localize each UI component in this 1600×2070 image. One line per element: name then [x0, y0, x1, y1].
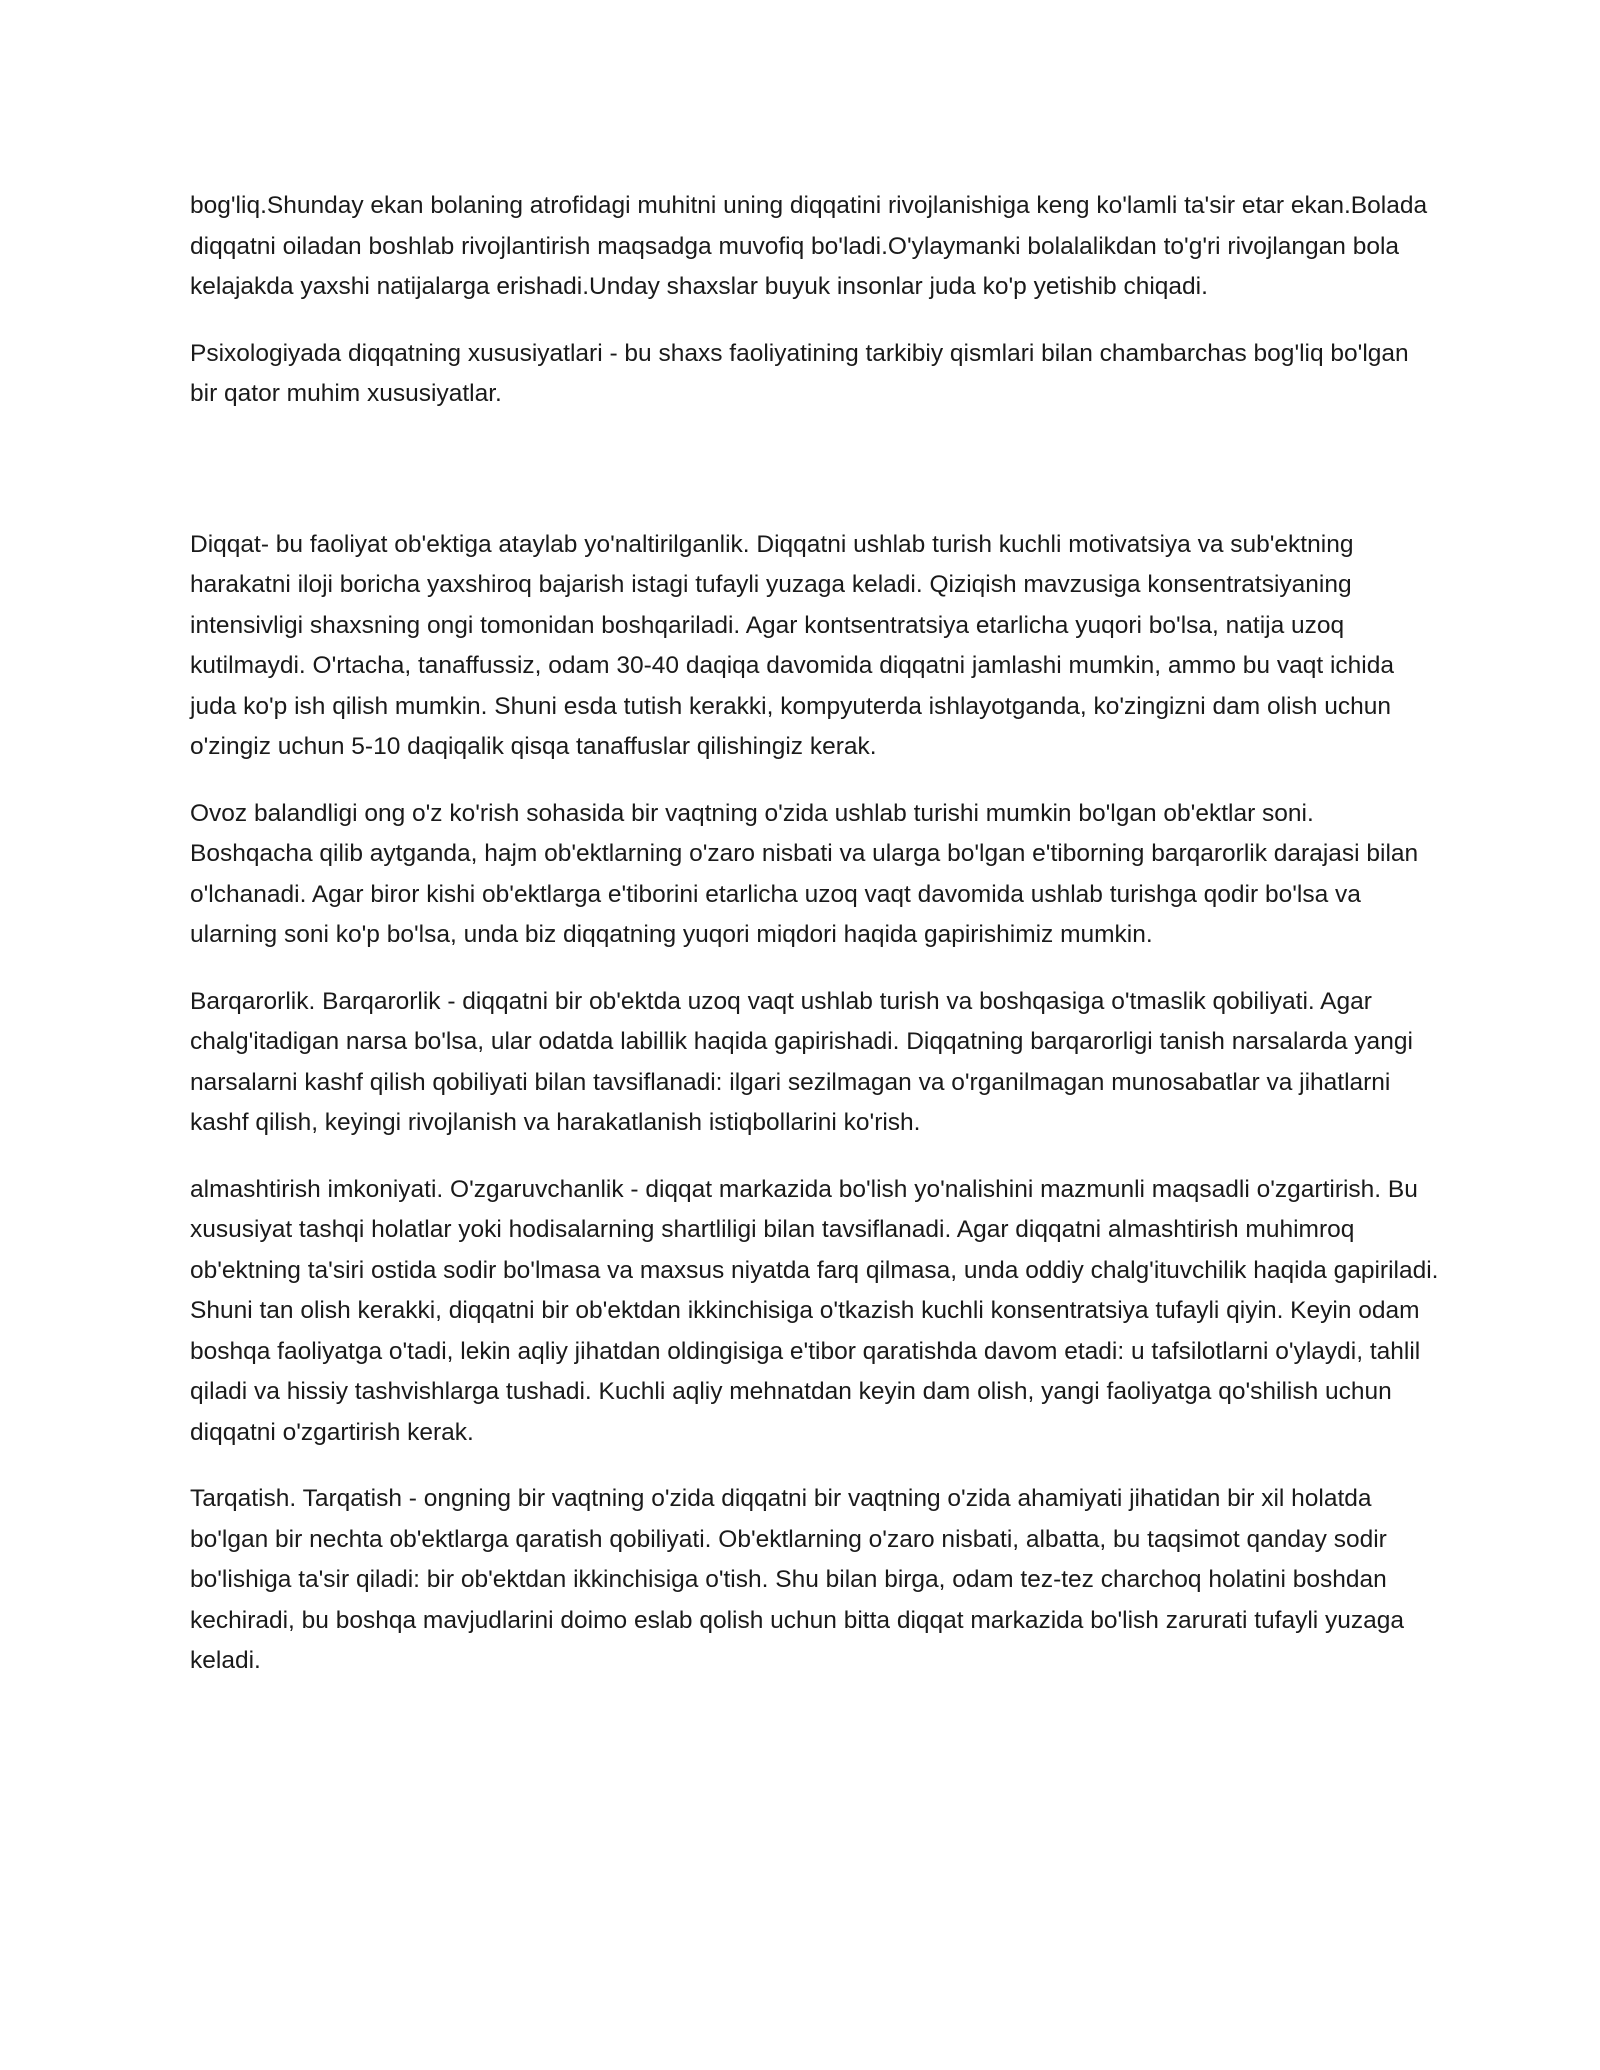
paragraph-attention-properties: Psixologiyada diqqatning xususiyatlari - bu shaxs faoliyatining tarkibiy qismlari bilan chambarchas bog'liq bo'lgan bir qator muhim xususiyatlar.	[190, 339, 1409, 407]
paragraph-intro-continuation: bog'liq.Shunday ekan bolaning atrofidagi muhitni uning diqqatini rivojlanishiga keng ko'lamli ta'sir etar ekan.Bolada diqqatni oiladan boshlab rivojlantirish maqsadga muvofiq bo'ladi.O'ylaymanki bolalalikdan to'g'ri rivojlangan bola kelajakda yaxshi natijalarga erishadi.Unday shaxslar buyuk insonlar juda ko'p yetishib chiqadi.	[190, 192, 1428, 300]
paragraph-attention-definition: Diqqat- bu faoliyat ob'ektiga ataylab yo'naltirilganlik. Diqqatni ushlab turish kuchli motivatsiya va sub'ektning harakatni iloji boricha yaxshiroq bajarish istagi tufayli yuzaga keladi. Qiziqish mavzusiga konsentratsiyaning intensivligi shaxsning ongi tomonidan boshqariladi. Agar kontsentratsiya etarlicha yuqori bo'lsa, natija uzoq kutilmaydi. O'rtacha, tanaffussiz, odam 30-40 daqiqa davomida diqqatni jamlashi mumkin, ammo bu vaqt ichida juda ko'p ish qilish mumkin. Shuni esda tutish kerakki, kompyuterda ishlayotganda, ko'zingizni dam olish uchun o'zingiz uchun 5-10 daqiqalik qisqa tanaffuslar qilishingiz kerak.	[190, 530, 1394, 760]
paragraph-attention-volume: Ovoz balandligi ong o'z ko'rish sohasida bir vaqtning o'zida ushlab turishi mumkin bo'lgan ob'ektlar soni. Boshqacha qilib aytganda, hajm ob'ektlarning o'zaro nisbati va ularga bo'lgan e'tiborning barqarorlik darajasi bilan o'lchanadi. Agar biror kishi ob'ektlarga e'tiborini etarlicha uzoq vaqt davomida ushlab turishga qodir bo'lsa va ularning soni ko'p bo'lsa, unda biz diqqatning yuqori miqdori haqida gapirishimiz mumkin.	[190, 799, 1419, 948]
paragraph-distribution: Tarqatish. Tarqatish - ongning bir vaqtning o'zida diqqatni bir vaqtning o'zida ahamiyati jihatidan bir xil holatda bo'lgan bir nechta ob'ektlarga qaratish qobiliyati. Ob'ektlarning o'zaro nisbati, albatta, bu taqsimot qanday sodir bo'lishiga ta'sir qiladi: bir ob'ektdan ikkinchisiga o'tish. Shu bilan birga, odam tez-tez charchoq holatini boshdan kechiradi, bu boshqa mavjudlarini doimo eslab qolish uchun bitta diqqat markazida bo'lish zarurati tufayli yuzaga keladi.	[190, 1485, 1405, 1674]
paragraph-switching: almashtirish imkoniyati. O'zgaruvchanlik - diqqat markazida bo'lish yo'nalishini mazmunli maqsadli o'zgartirish. Bu xususiyat tashqi holatlar yoki hodisalarning shartliligi bilan tavsiflanadi. Agar diqqatni almashtirish muhimroq ob'ektning ta'siri ostida sodir bo'lmasa va maxsus niyatda farq qilmasa, unda oddiy chalg'ituvchilik haqida gapiriladi. Shuni tan olish kerakki, diqqatni bir ob'ektdan ikkinchisiga o'tkazish kuchli konsentratsiya tufayli qiyin. Keyin odam boshqa faoliyatga o'tadi, lekin aqliy jihatdan oldingisiga e'tibor qaratishda davom etadi: u tafsilotlarni o'ylaydi, tahlil qiladi va hissiy tashvishlarga tushadi. Kuchli aqliy mehnatdan keyin dam olish, yangi faoliyatga qo'shilish uchun diqqatni o'zgartirish kerak.	[190, 1175, 1439, 1446]
document-body	[190, 186, 1440, 1708]
paragraph-stability: Barqarorlik. Barqarorlik - diqqatni bir ob'ektda uzoq vaqt ushlab turish va boshqasiga o'tmaslik qobiliyati. Agar chalg'itadigan narsa bo'lsa, ular odatda labillik haqida gapirishadi. Diqqatning barqarorligi tanish narsalarda yangi narsalarni kashf qilish qobiliyati bilan tavsiflanadi: ilgari sezilmagan va o'rganilmagan munosabatlar va jihatlarni kashf qilish, keyingi rivojlanish va harakatlanish istiqbollarini ko'rish.	[190, 987, 1413, 1136]
